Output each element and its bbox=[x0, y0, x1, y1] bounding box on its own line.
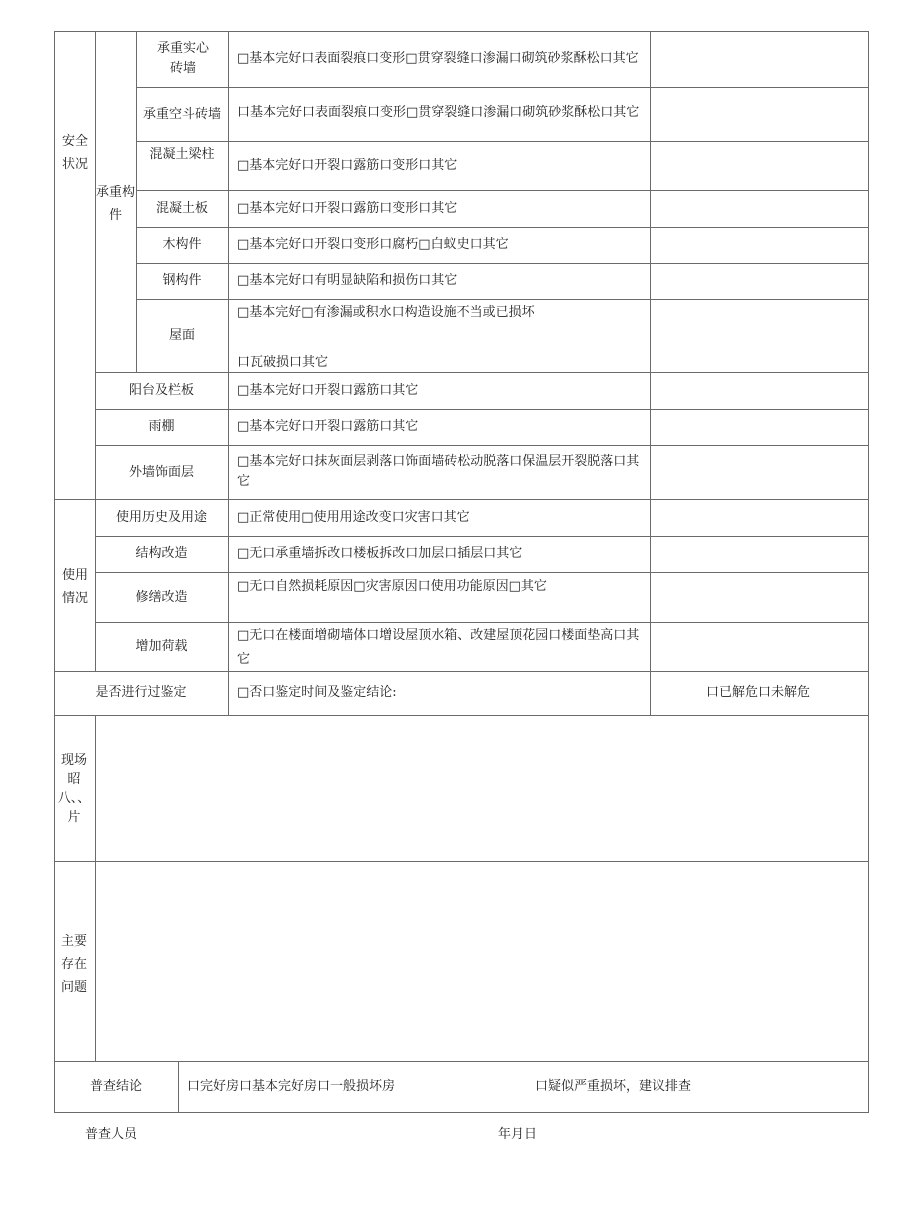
item-options-structural-alteration: □无口承重墙拆改口楼板拆改口加层口插层口其它 bbox=[237, 546, 523, 561]
item-name-solid-brick-wall: 承重实心砖墙 bbox=[156, 41, 209, 76]
item-options-usage-history: □正常使用□使用用途改变口灾害口其它 bbox=[237, 510, 470, 525]
item-options-renovation: □无口自然损耗原因□灾害原因口使用功能原因□其它 bbox=[237, 579, 547, 594]
item-options-roof-line1: □基本完好□有渗漏或积水口构造设施不当或已损坏 bbox=[237, 305, 535, 320]
item-options-balcony: □基本完好口开裂口露筋口其它 bbox=[237, 383, 419, 398]
photos-label: 现场昭八、、片 bbox=[57, 753, 91, 825]
conclusion-options-right: 口疑似严重损坏，建议排查 bbox=[535, 1079, 692, 1094]
conclusion-label: 普查结论 bbox=[89, 1079, 142, 1094]
problems-label: 主要存在问题 bbox=[60, 933, 87, 995]
problems-area[interactable] bbox=[96, 862, 868, 1061]
item-name-timber-component: 木构件 bbox=[162, 237, 202, 252]
appraisal-result: 口已解危口未解危 bbox=[706, 685, 811, 700]
safety-section-label: 安全状况 bbox=[61, 134, 88, 172]
usage-section-label: 使用情况 bbox=[61, 568, 88, 606]
item-options-steel-component: □基本完好口有明显缺陷和损伤口其它 bbox=[237, 273, 458, 288]
item-name-usage-history: 使用历史及用途 bbox=[115, 510, 207, 525]
item-options-added-load: □无口在楼面增砌墙体口增设屋顶水箱、改建屋顶花园口楼面垫高口其它 bbox=[237, 628, 640, 667]
item-options-exterior-finish: □基本完好口抹灰面层剥落口饰面墙砖松动脱落口保温层开裂脱落口其它 bbox=[237, 454, 640, 489]
item-name-balcony: 阳台及栏板 bbox=[128, 383, 194, 398]
item-name-structural-alteration: 结构改造 bbox=[135, 546, 188, 561]
item-name-concrete-slab: 混凝土板 bbox=[155, 201, 208, 216]
item-name-steel-component: 钢构件 bbox=[162, 273, 202, 288]
item-name-roof: 屋面 bbox=[168, 328, 195, 343]
inspector-label: 普查人员 bbox=[85, 1127, 138, 1142]
item-name-added-load: 增加荷载 bbox=[135, 639, 188, 654]
item-name-renovation: 修缮改造 bbox=[135, 590, 188, 605]
item-options-canopy: □基本完好口开裂口露筋口其它 bbox=[237, 419, 419, 434]
item-options-hollow-brick-wall: 口基本完好口表面裂痕口变形□贯穿裂缝口渗漏口砌筑砂浆酥松口其它 bbox=[237, 105, 640, 120]
bearing-component-label: 承重构件 bbox=[95, 185, 135, 223]
photos-area[interactable] bbox=[96, 716, 868, 861]
item-name-exterior-finish: 外墙饰面层 bbox=[128, 465, 194, 480]
appraisal-options: □否口鉴定时间及鉴定结论: bbox=[237, 685, 397, 700]
date-label: 年月日 bbox=[498, 1127, 538, 1142]
appraisal-label: 是否进行过鉴定 bbox=[95, 685, 187, 700]
item-name-concrete-beam-column: 混凝土梁柱 bbox=[149, 147, 215, 162]
item-options-concrete-beam-column: □基本完好口开裂口露筋口变形口其它 bbox=[237, 158, 458, 173]
item-name-canopy: 雨棚 bbox=[148, 419, 175, 434]
item-name-hollow-brick-wall: 承重空斗砖墙 bbox=[142, 107, 221, 122]
conclusion-options-left: 口完好房口基本完好房口一般损坏房 bbox=[187, 1079, 396, 1094]
item-options-concrete-slab: □基本完好口开裂口露筋口变形口其它 bbox=[237, 201, 458, 216]
item-options-solid-brick-wall: □基本完好口表面裂痕口变形□贯穿裂缝口渗漏口砌筑砂浆酥松口其它 bbox=[237, 51, 639, 66]
item-options-roof-line2: 口瓦破损口其它 bbox=[237, 355, 329, 370]
item-options-timber-component: □基本完好口开裂口变形口腐朽□白蚁史口其它 bbox=[237, 237, 509, 252]
